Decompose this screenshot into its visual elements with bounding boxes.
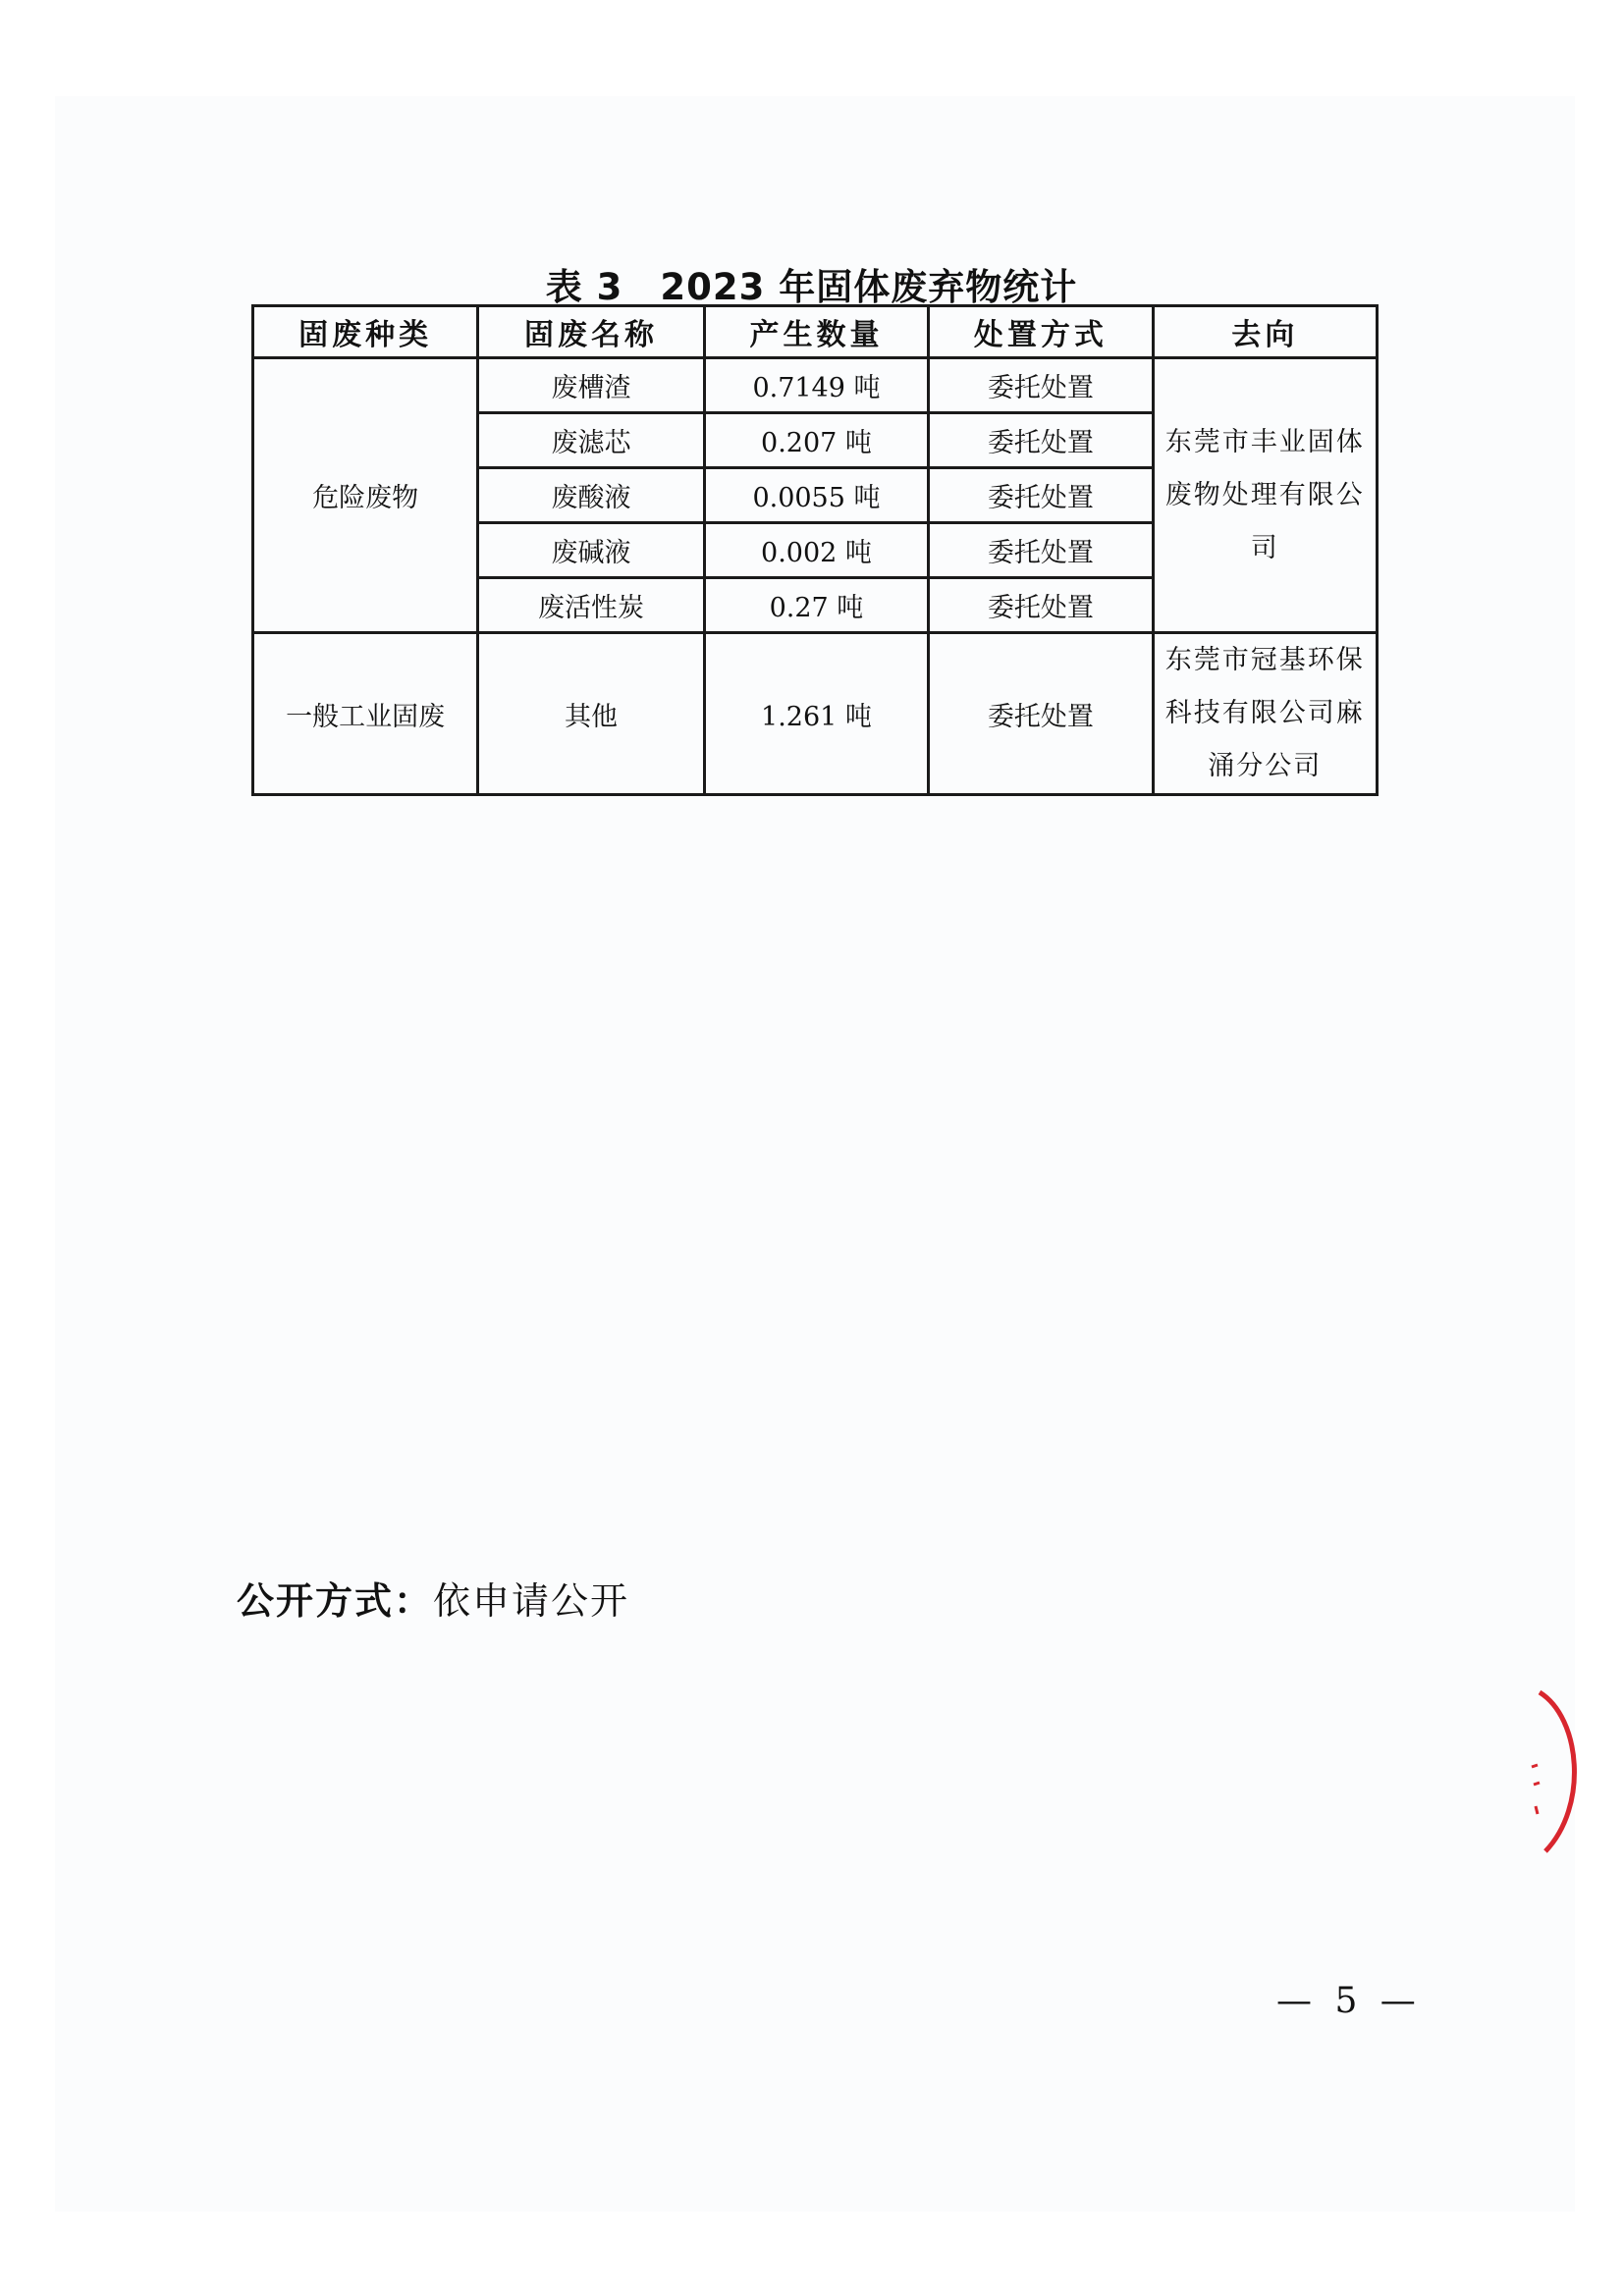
seal-mark [1532, 1765, 1538, 1767]
method-cell: 委托处置 [929, 578, 1153, 633]
header-destination: 去向 [1153, 306, 1377, 358]
waste-name-cell: 废活性炭 [478, 578, 704, 633]
amount-cell: 0.207 吨 [704, 413, 929, 468]
amount-cell: 0.0055 吨 [704, 468, 929, 523]
category-cell-general: 一般工业固废 [253, 633, 478, 795]
disclosure-line [237, 1571, 629, 1625]
table-caption: 表 3 2023 年固体废弃物统计 [545, 266, 1078, 308]
amount-cell: 0.002 吨 [704, 523, 929, 578]
disclosure-value: 依申请公开 [433, 1579, 630, 1623]
waste-name-cell: 废碱液 [478, 523, 704, 578]
amount-cell: 0.7149 吨 [704, 358, 929, 413]
method-cell: 委托处置 [929, 523, 1153, 578]
table-row [253, 358, 1378, 413]
waste-name-cell: 废滤芯 [478, 413, 704, 468]
method-cell: 委托处置 [929, 633, 1153, 795]
waste-name-cell: 废酸液 [478, 468, 704, 523]
solid-waste-table [251, 304, 1379, 796]
method-cell: 委托处置 [929, 413, 1153, 468]
destination-cell-general: 东莞市冠基环保科技有限公司麻涌分公司 [1153, 633, 1377, 795]
amount-cell: 0.27 吨 [704, 578, 929, 633]
method-cell: 委托处置 [929, 358, 1153, 413]
method-cell: 委托处置 [929, 468, 1153, 523]
header-method: 处置方式 [929, 306, 1153, 358]
table-row [253, 633, 1378, 795]
category-cell-hazardous: 危险废物 [253, 358, 478, 633]
seal-mark [1534, 1783, 1540, 1785]
disclosure-label: 公开方式： [237, 1579, 434, 1623]
seal-mark [1536, 1806, 1538, 1814]
page-number: — 5 — [1276, 1981, 1422, 2021]
destination-cell-hazardous: 东莞市丰业固体废物处理有限公司 [1153, 358, 1377, 633]
waste-name-cell: 废槽渣 [478, 358, 704, 413]
waste-name-cell: 其他 [478, 633, 704, 795]
header-amount: 产生数量 [704, 306, 929, 358]
amount-cell: 1.261 吨 [704, 633, 929, 795]
seal-arc [1540, 1692, 1574, 1851]
header-name: 固废名称 [478, 306, 704, 358]
table-header-row [253, 306, 1378, 358]
red-seal-stamp-edge [1512, 1688, 1600, 1855]
header-category: 固废种类 [253, 306, 478, 358]
